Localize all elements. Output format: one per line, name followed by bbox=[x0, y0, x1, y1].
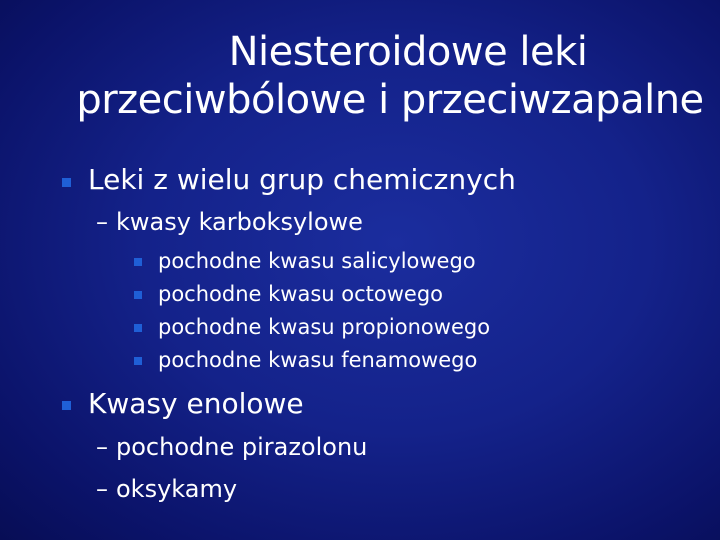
square-bullet-icon bbox=[62, 401, 71, 410]
title-line-2: przeciwbólowe i przeciwzapalne bbox=[76, 77, 704, 123]
list-item-fenamowego: pochodne kwasu fenamowego bbox=[158, 348, 478, 372]
sub-bullet-text: kwasy karboksylowe bbox=[116, 208, 363, 236]
square-bullet-icon bbox=[62, 178, 71, 187]
sub-bullet-kwasy-karboksylowe bbox=[96, 208, 363, 236]
dash-icon: – bbox=[96, 208, 108, 236]
square-bullet-icon bbox=[134, 324, 142, 332]
bullet-2-text: Kwasy enolowe bbox=[88, 387, 304, 420]
bullet-1-text: Leki z wielu grup chemicznych bbox=[88, 163, 516, 196]
sub-bullet-pirazolonu bbox=[96, 433, 367, 461]
list-item-propionowego: pochodne kwasu propionowego bbox=[158, 315, 491, 339]
list-item-salicylowego: pochodne kwasu salicylowego bbox=[158, 249, 476, 273]
title-line-1: Niesteroidowe leki bbox=[228, 29, 588, 75]
sub-bullet-text: pochodne pirazolonu bbox=[116, 433, 368, 461]
square-bullet-icon bbox=[134, 357, 142, 365]
sub-bullet-oksykamy bbox=[96, 475, 237, 503]
dash-icon: – bbox=[96, 433, 108, 461]
slide-title bbox=[60, 28, 720, 124]
list-item-octowego: pochodne kwasu octowego bbox=[158, 282, 443, 306]
square-bullet-icon bbox=[134, 291, 142, 299]
dash-icon: – bbox=[96, 475, 108, 503]
sub-bullet-text: oksykamy bbox=[116, 475, 238, 503]
square-bullet-icon bbox=[134, 258, 142, 266]
